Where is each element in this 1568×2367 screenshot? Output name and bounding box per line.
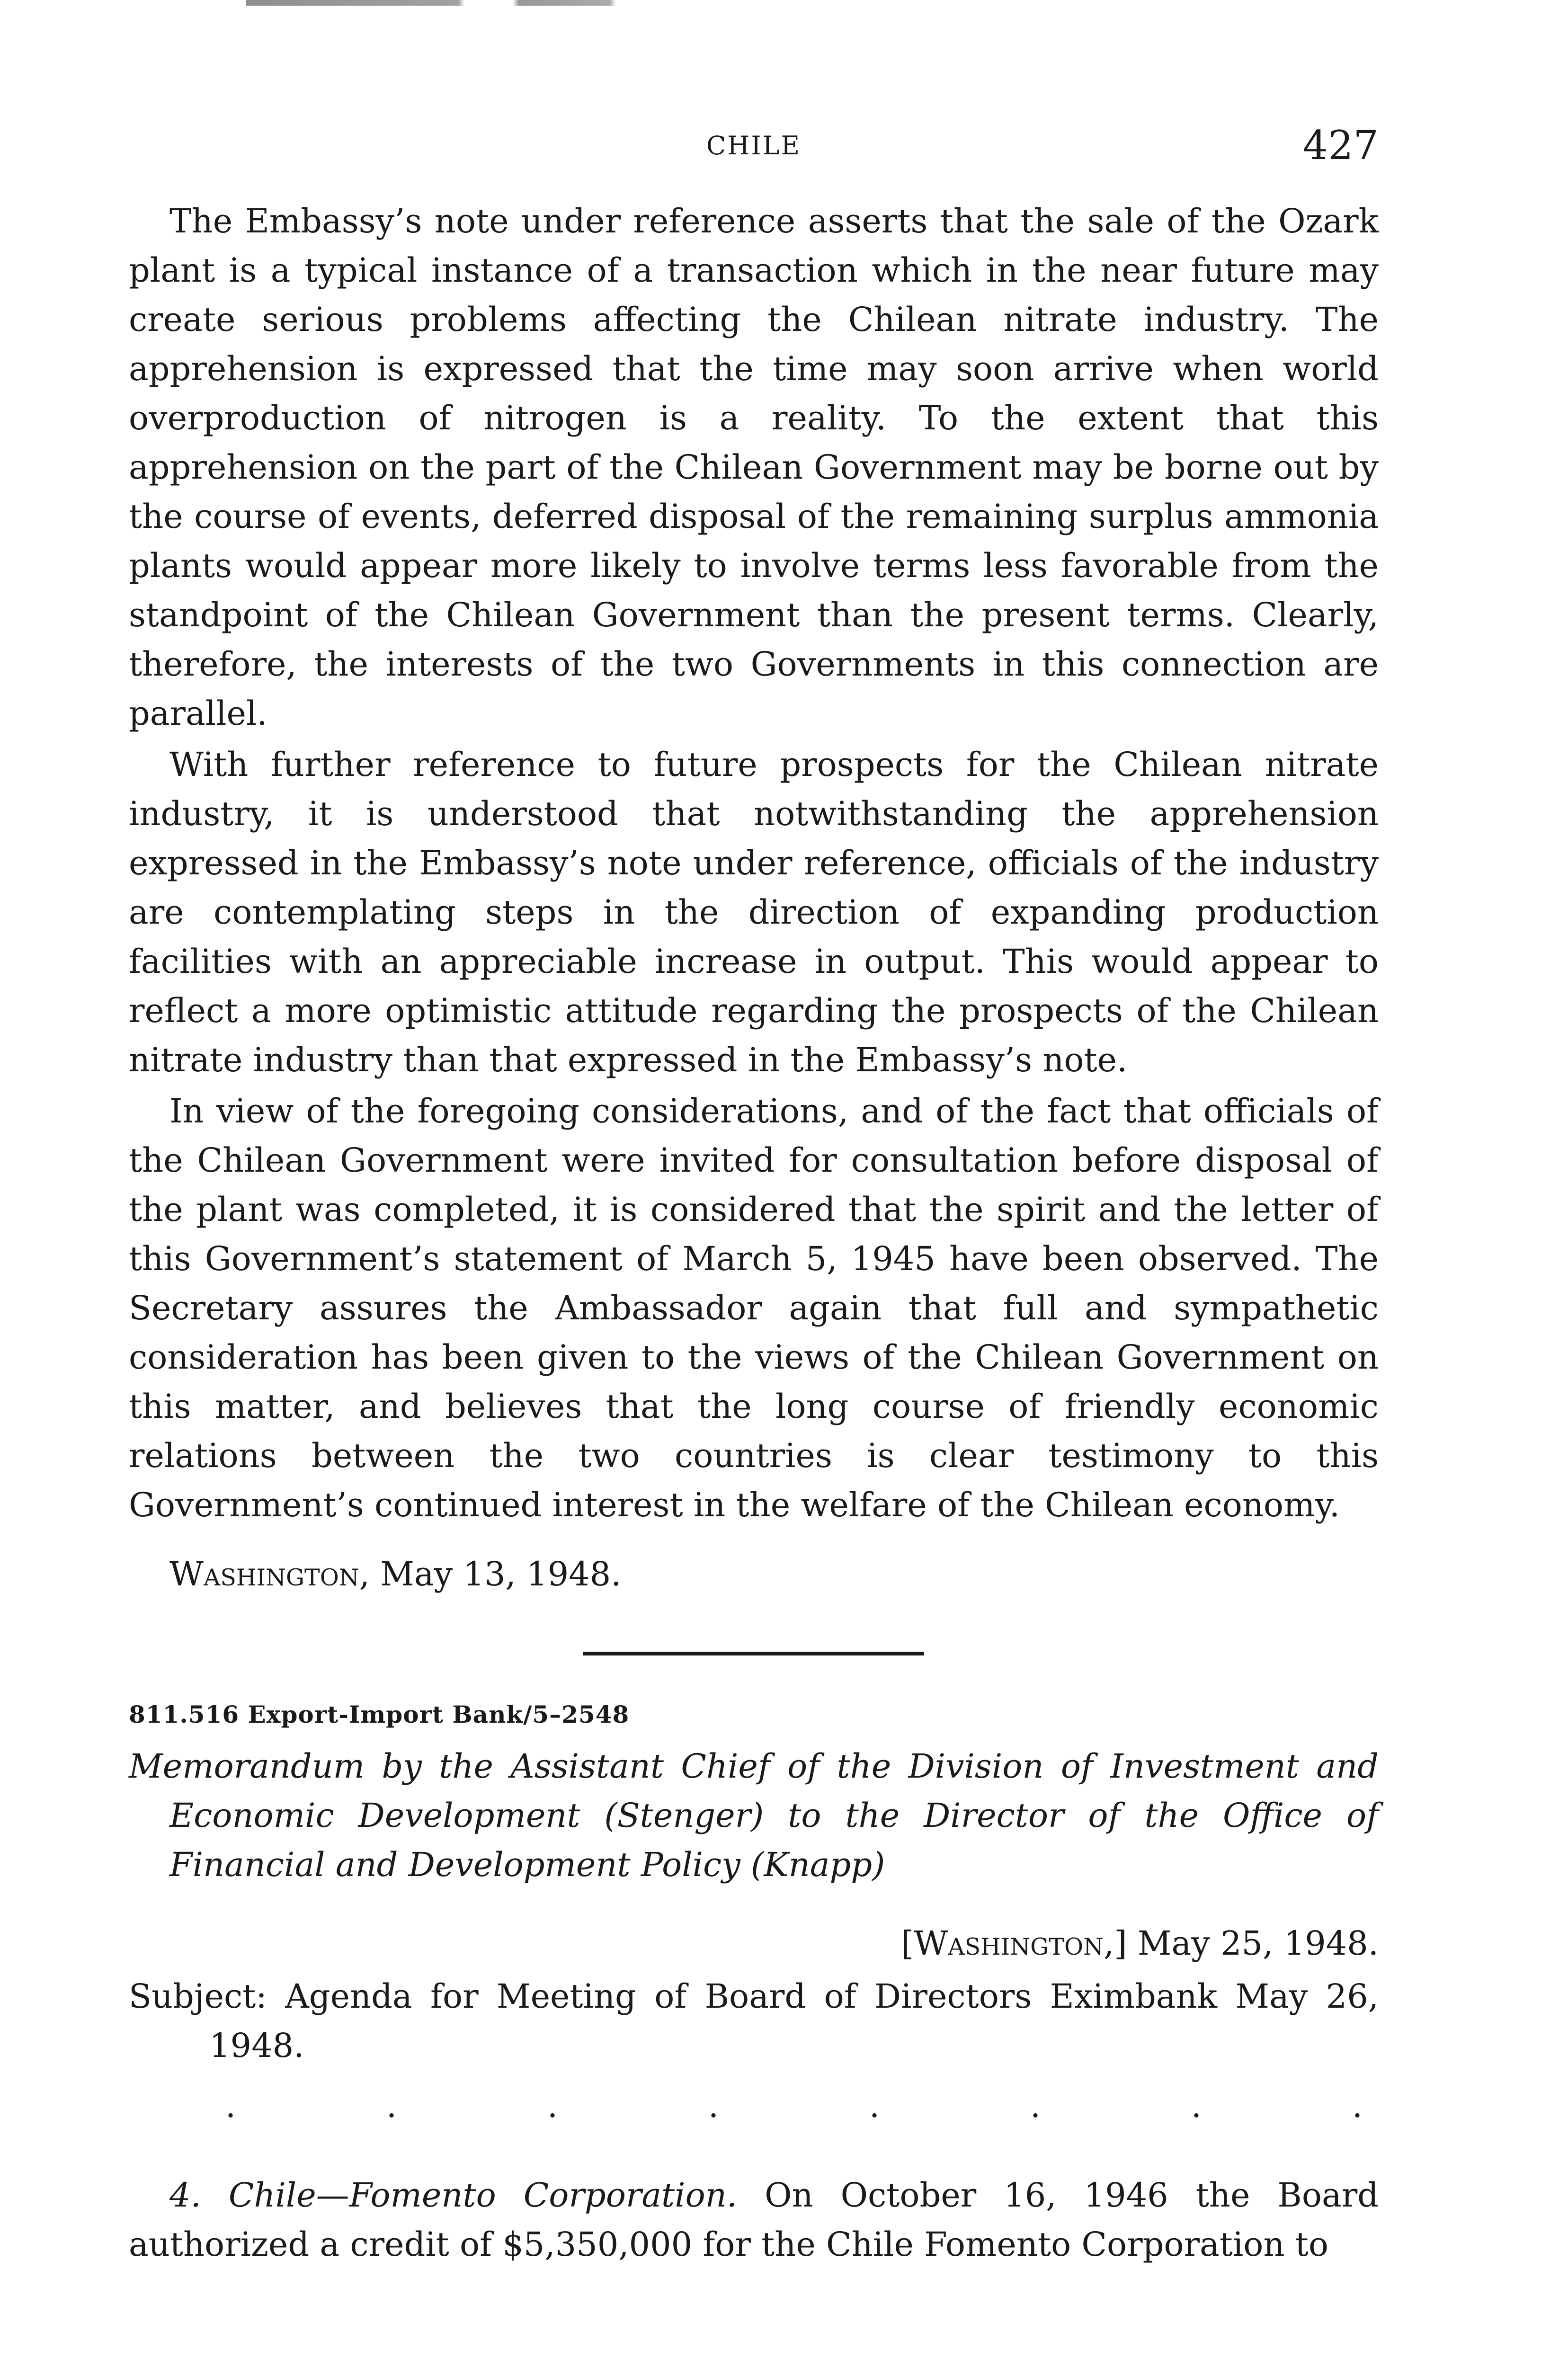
omission-dot: . [1030,2086,1041,2125]
item-heading: 4. Chile—Fomento Corporation. [169,2176,738,2215]
omission-dot: . [708,2086,719,2125]
omission-dots [129,2084,1379,2127]
memo-date-open: [ [900,1924,914,1963]
dateline-place: Washington [169,1555,359,1593]
paragraph-foregoing-considerations: In view of the foregoing considerations, and of the fact that officials of the Chilean Government were invited for consultation before disposal of the plant was completed, it is considered that the spirit and the letter of this Government’s statement of March 5, 1945 have been observed. The Secretary assures the Ambassador again that full and sympathetic consideration has been given to the views of the Chilean Government on this matter, and believes that the long course of friendly economic relations between the two countries is clear testimony to this Government’s continued interest in the welfare of the Chilean economy. [129,1092,1379,1524]
omission-dot: . [1191,2086,1202,2125]
omission-dot: . [869,2086,880,2125]
file-reference: 811.516 Export-Import Bank/5–2548 [129,1700,630,1728]
memo-title: Memorandum by the Assistant Chief of the Division of Investment and Economic Development (Stenger) to the Director of the Office of Financial and Development Policy (Knapp) [129,1747,1379,1884]
omission-dot: . [225,2086,236,2125]
memo-date [129,1919,1379,1968]
paragraph-fomento-corporation [129,2171,1379,2269]
running-head [129,122,1379,169]
dateline [129,1549,1379,1599]
memo-subject: Subject: Agenda for Meeting of Board of Directors Eximbank May 26, 1948. [129,1977,1379,2065]
page-number: 427 [1302,122,1379,169]
dateline-date: , May 13, 1948. [359,1555,622,1593]
running-title: CHILE [706,131,802,160]
memo-date-rest: ,] May 25, 1948. [1104,1924,1379,1963]
omission-dot: . [547,2086,558,2125]
page-body [129,196,1379,2269]
section-divider [583,1652,924,1655]
scan-artifact [246,0,852,6]
paragraph-ozark-plant: The Embassy’s note under reference asserts that the sale of the Ozark plant is a typical instance of a transaction which in the near future may create serious problems affecting the Chilean nitrate industry. The apprehension is expressed that the time may soon arrive when world overproduction of nitrogen is a reality. To the extent that this apprehension on the part of the Chilean Government may be borne out by the course of events, deferred disposal of the remaining surplus ammonia plants would appear more likely to involve terms less favorable from the standpoint of the Chilean Government than the present terms. Clearly, therefore, the interests of the two Governments in this connection are parallel. [129,202,1379,733]
memo-date-place: Washington [914,1924,1104,1963]
paragraph-future-prospects: With further reference to future prospects for the Chilean nitrate industry, it is understood that notwithstanding the apprehension expressed in the Embassy’s note under reference, officials of the industry are contemplating steps in the direction of expanding production facilities with an appreciable increase in output. This would appear to reflect a more optimistic attitude regarding the prospects of the Chilean nitrate industry than that expressed in the Embassy’s note. [129,745,1379,1079]
item-text: On October 16, 1946 the Board authorized a credit of $5,350,000 for the Chile Fomento Corporation to [129,2176,1379,2264]
omission-dot: . [386,2086,397,2125]
omission-dot: . [1352,2086,1363,2125]
